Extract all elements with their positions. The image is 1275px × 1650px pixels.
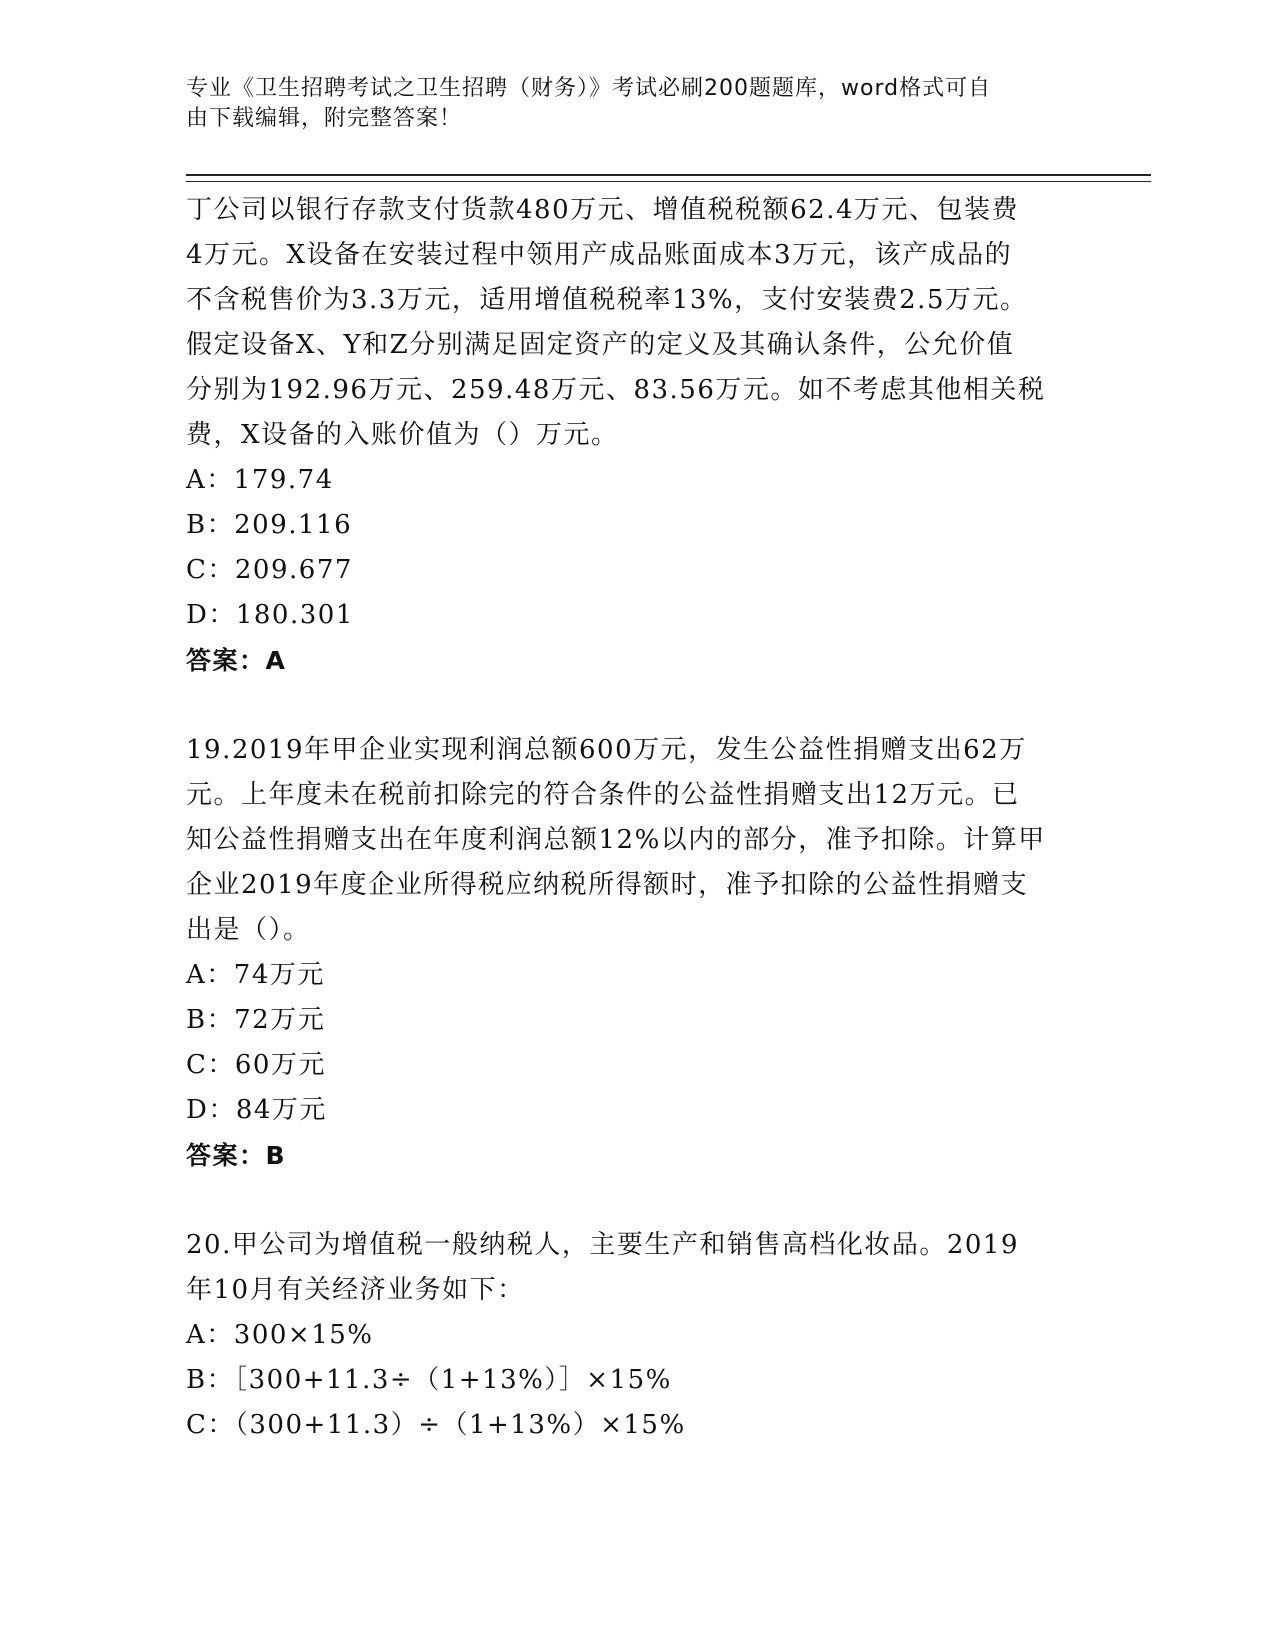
answer: 答案：A: [186, 646, 287, 675]
question-content: [186, 188, 1076, 1448]
header-line-1: 专业《卫生招聘考试之卫生招聘（财务）》考试必刷200题题库，word格式可自: [186, 76, 992, 101]
question-text-line: 19.2019年甲企业实现利润总额600万元，发生公益性捐赠支出62万: [186, 735, 1027, 765]
question-text-line: 出是（）。: [186, 915, 311, 945]
option-b: B：［300+11.3÷（1+13%）］×15%: [186, 1365, 672, 1395]
question-18: [186, 188, 1076, 683]
option-a: A：74万元: [186, 960, 325, 990]
spacer: [186, 1178, 1076, 1223]
question-text-line: 元。上年度未在税前扣除完的符合条件的公益性捐赠支出12万元。已: [186, 780, 1020, 810]
option-a: A：300×15%: [186, 1320, 374, 1350]
option-b: B：72万元: [186, 1005, 326, 1035]
option-c: C：209.677: [186, 555, 353, 585]
option-c: C：60万元: [186, 1050, 326, 1080]
option-b: B：209.116: [186, 510, 353, 540]
option-d: D：180.301: [186, 600, 354, 630]
option-c: C：（300+11.3）÷（1+13%）×15%: [186, 1410, 686, 1440]
question-text-line: 费，X设备的入账价值为（）万元。: [186, 420, 619, 450]
answer: 答案：B: [186, 1141, 287, 1170]
question-text-line: 4万元。X设备在安装过程中领用产成品账面成本3万元，该产成品的: [186, 240, 1013, 270]
question-text-line: 丁公司以银行存款支付货款480万元、增值税税额62.4万元、包装费: [186, 195, 1020, 225]
header-line-2: 由下载编辑，附完整答案！: [186, 106, 463, 131]
question-text-line: 年10月有关经济业务如下：: [186, 1275, 525, 1305]
option-d: D：84万元: [186, 1095, 327, 1125]
document-header: [186, 74, 1066, 134]
option-a: A：179.74: [186, 465, 334, 495]
question-text-line: 企业2019年度企业所得税应纳税所得额时，准予扣除的公益性捐赠支: [186, 870, 1029, 900]
question-text-line: 分别为192.96万元、259.48万元、83.56万元。如不考虑其他相关税: [186, 375, 1046, 405]
header-rule-thin: [186, 181, 1151, 182]
question-text-line: 假定设备X、Y和Z分别满足固定资产的定义及其确认条件，公允价值: [186, 330, 1015, 360]
question-text-line: 知公益性捐赠支出在年度利润总额12%以内的部分，准予扣除。计算甲: [186, 825, 1046, 855]
question-19: [186, 728, 1076, 1178]
question-text-line: 20.甲公司为增值税一般纳税人，主要生产和销售高档化妆品。2019: [186, 1230, 1020, 1260]
header-rule-thick: [186, 174, 1151, 176]
question-text-line: 不含税售价为3.3万元，适用增值税税率13%，支付安装费2.5万元。: [186, 285, 1028, 315]
spacer: [186, 683, 1076, 728]
question-20: [186, 1223, 1076, 1448]
